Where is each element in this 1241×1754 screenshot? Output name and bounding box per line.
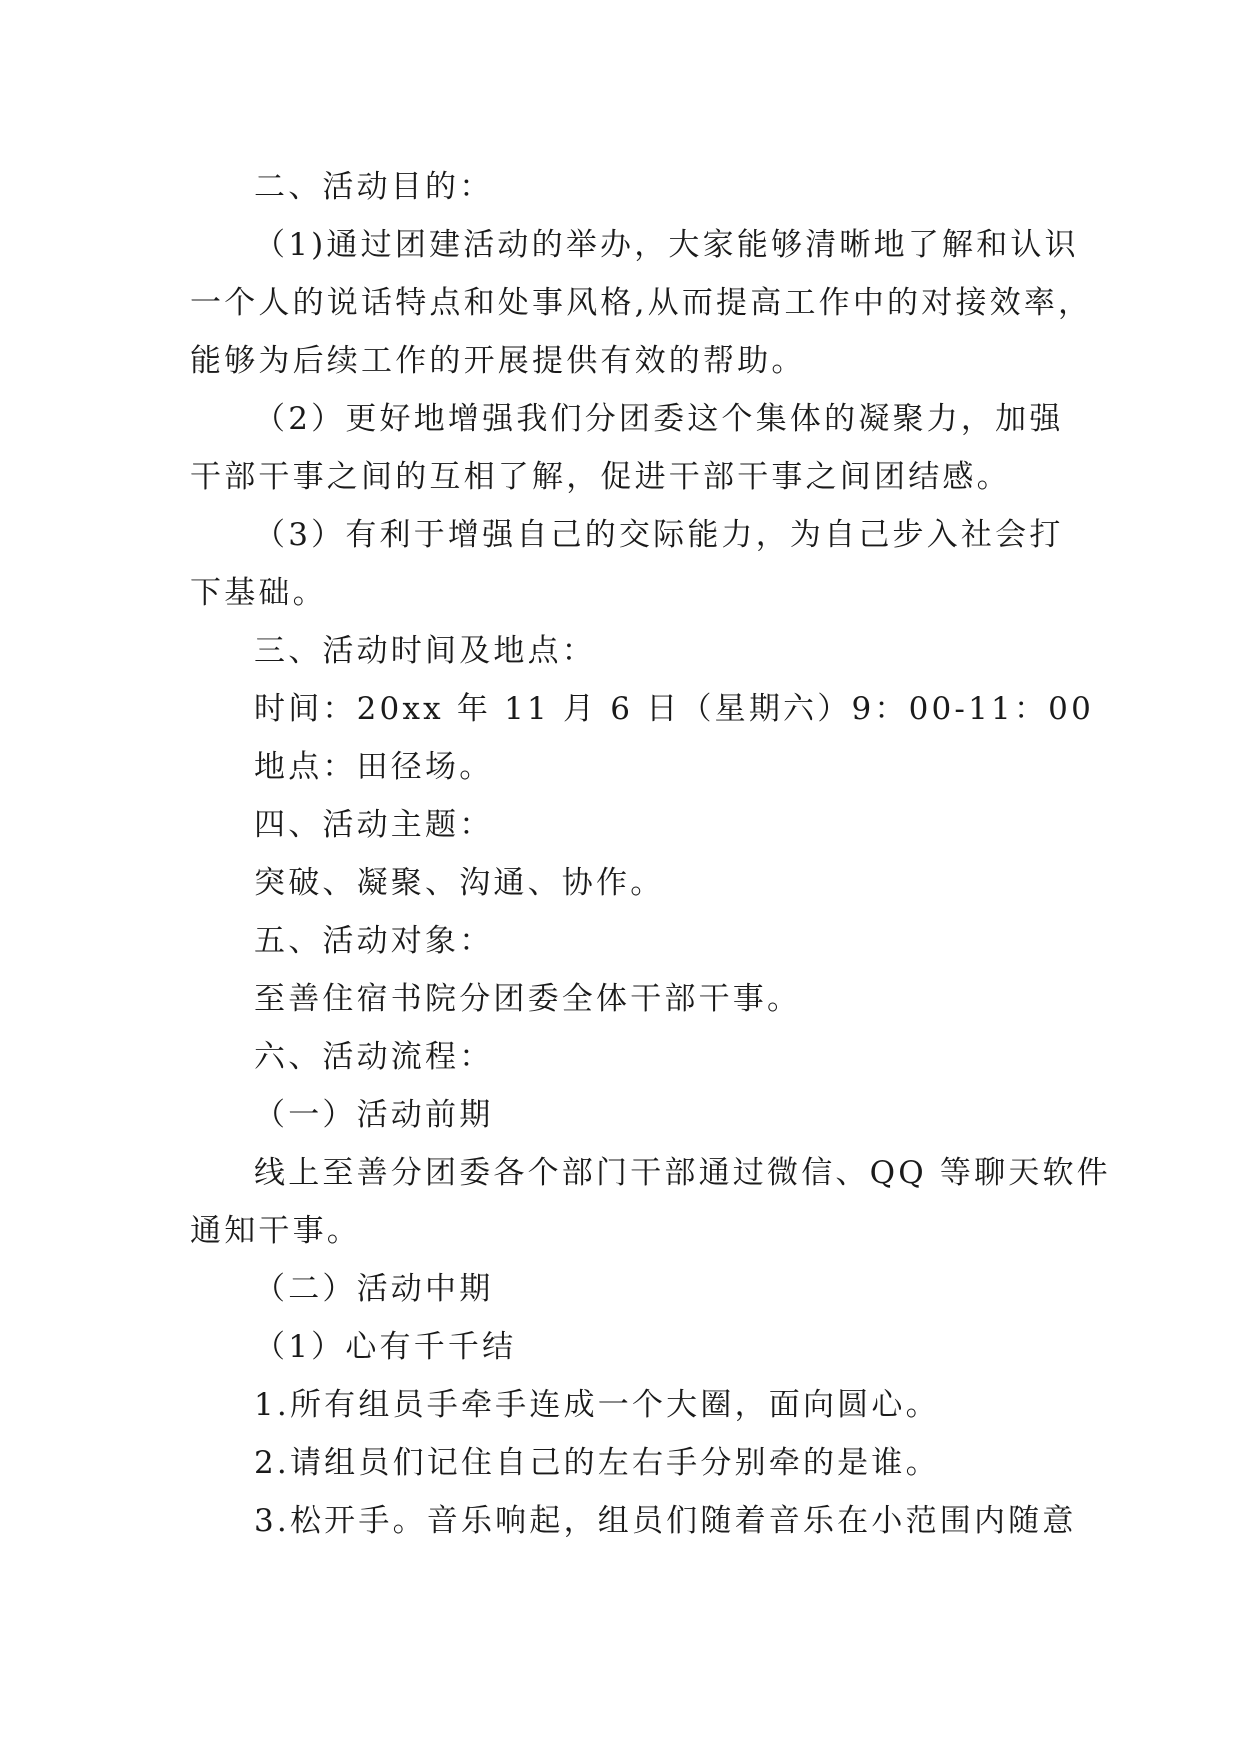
purpose-item-3-line-2: 下基础。 bbox=[190, 575, 327, 611]
activity-theme: 突破、凝聚、沟通、协作。 bbox=[254, 865, 665, 901]
subheading-mid-activity: （二）活动中期 bbox=[254, 1271, 494, 1307]
heading-activity-theme: 四、活动主题： bbox=[254, 807, 494, 843]
purpose-item-1-line-3: 能够为后续工作的开展提供有效的帮助。 bbox=[190, 343, 806, 379]
activity-time: 时间：20xx 年 11 月 6 日（星期六）9：00-11：00 bbox=[254, 691, 1094, 727]
purpose-item-2-line-1: （2）更好地增强我们分团委这个集体的凝聚力，加强 bbox=[254, 401, 1064, 437]
document-body bbox=[190, 158, 1111, 1550]
subheading-pre-activity: （一）活动前期 bbox=[254, 1097, 494, 1133]
heading-time-place: 三、活动时间及地点： bbox=[254, 633, 596, 669]
purpose-item-1-line-2: 一个人的说话特点和处事风格,从而提高工作中的对接效率， bbox=[190, 285, 1093, 321]
heading-activity-purpose: 二、活动目的： bbox=[254, 169, 494, 205]
purpose-item-2-line-2: 干部干事之间的互相了解，促进干部干事之间团结感。 bbox=[190, 459, 1011, 495]
game-step-1: 1.所有组员手牵手连成一个大圈，面向圆心。 bbox=[254, 1387, 940, 1423]
pre-activity-line-2: 通知干事。 bbox=[190, 1213, 361, 1249]
purpose-item-3-line-1: （3）有利于增强自己的交际能力，为自己步入社会打 bbox=[254, 517, 1064, 553]
heading-activity-process: 六、活动流程： bbox=[254, 1039, 494, 1075]
purpose-item-1-line-1: （1)通过团建活动的举办，大家能够清晰地了解和认识 bbox=[254, 227, 1079, 263]
activity-place: 地点：田径场。 bbox=[254, 749, 494, 785]
pre-activity-line-1: 线上至善分团委各个部门干部通过微信、QQ 等聊天软件 bbox=[254, 1155, 1111, 1191]
game-title: （1）心有千千结 bbox=[254, 1329, 517, 1365]
game-step-2: 2.请组员们记住自己的左右手分别牵的是谁。 bbox=[254, 1445, 940, 1481]
heading-activity-audience: 五、活动对象： bbox=[254, 923, 494, 959]
activity-audience: 至善住宿书院分团委全体干部干事。 bbox=[254, 981, 802, 1017]
game-step-3: 3.松开手。音乐响起，组员们随着音乐在小范围内随意 bbox=[254, 1503, 1077, 1539]
